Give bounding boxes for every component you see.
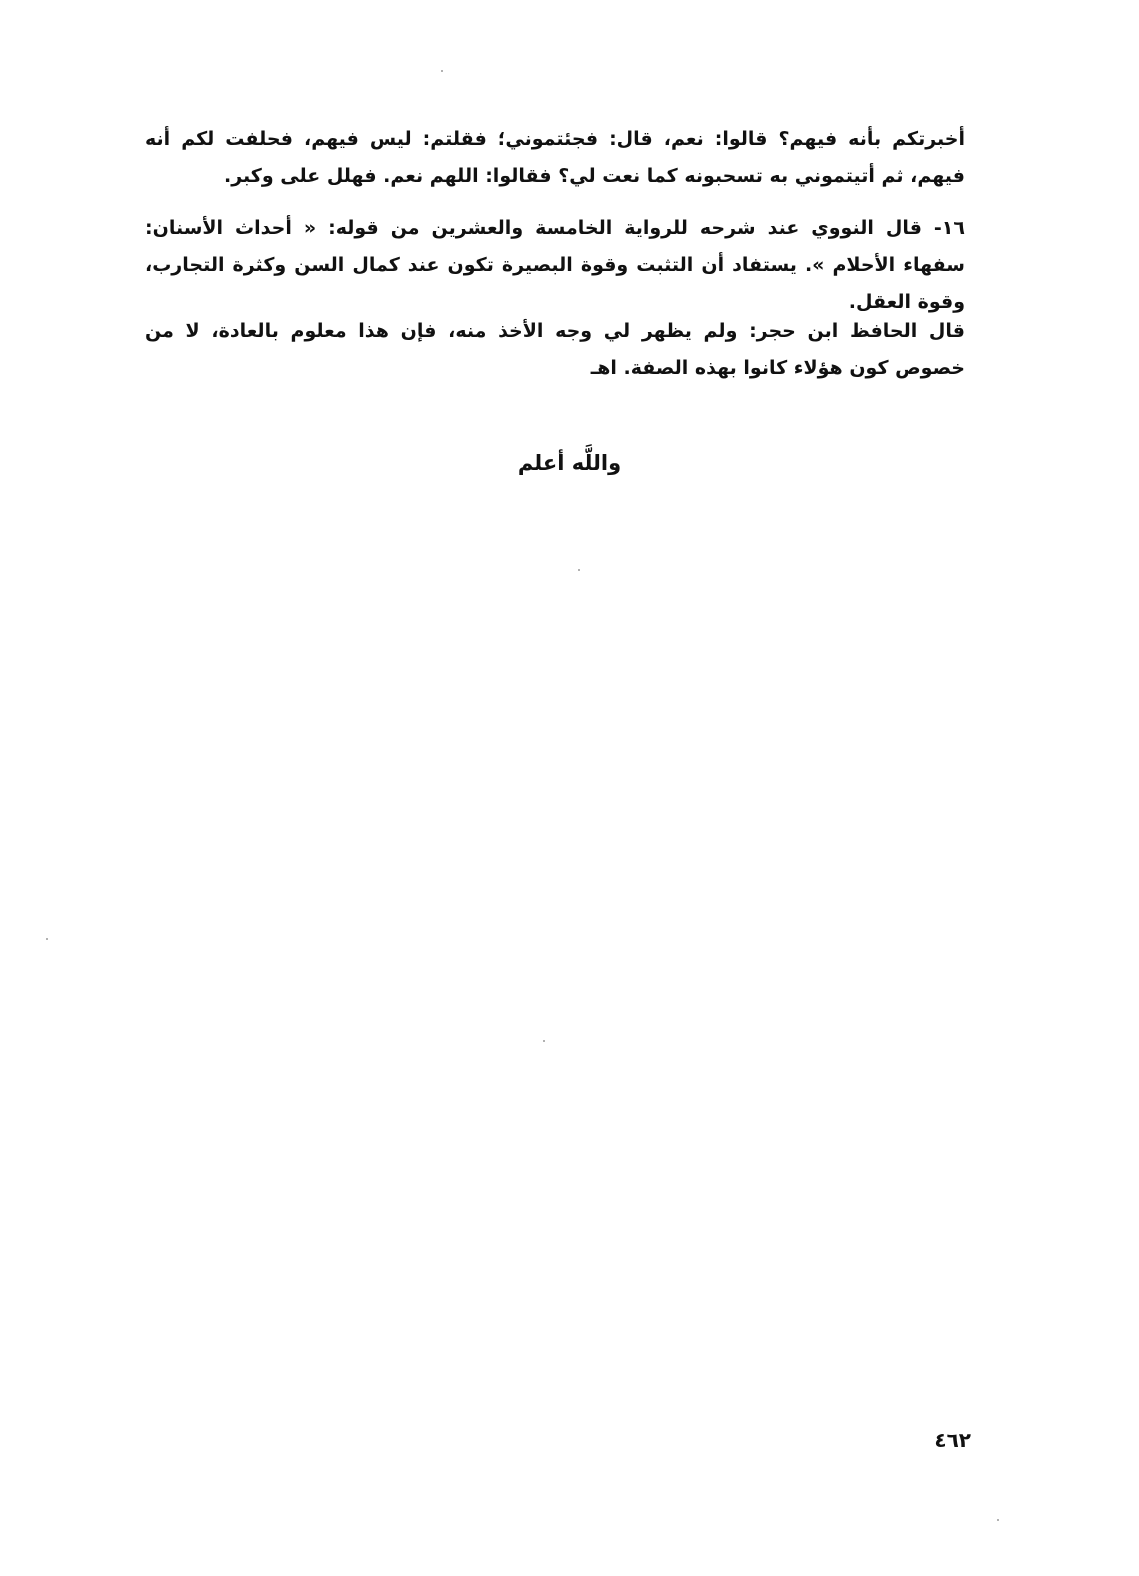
scan-speck	[997, 1519, 999, 1521]
paragraph-ibn-hajar: قال الحافظ ابن حجر: ولم يظهر لي وجه الأخذ منه، فإن هذا معلوم بالعادة، لا من خصوص كون هؤلاء كانوا بهذه الصفة. اهـ	[145, 320, 965, 379]
paragraph-note-16: ١٦- قال النووي عند شرحه للرواية الخامسة والعشرين من قوله: « أحداث الأسنان: سفهاء الأحلام ». يستفاد أن التثبت وقوة البصيرة تكون عند كمال السن وكثرة التجارب، وقوة العقل.	[145, 217, 965, 313]
scan-speck	[46, 938, 48, 940]
closing-phrase: واللَّه أعلم	[517, 451, 622, 475]
page-number: ٤٦٢	[934, 1428, 971, 1452]
scan-speck	[543, 1040, 545, 1042]
scan-speck	[441, 70, 443, 72]
scan-speck	[578, 569, 580, 571]
paragraph-continuation: أخبرتكم بأنه فيهم؟ قالوا: نعم، قال: فجئتموني؛ فقلتم: ليس فيهم، فحلفت لكم أنه فيهم، ثم أتيتموني به تسحبونه كما نعت لي؟ فقالوا: اللهم نعم. فهلل على وكبر.	[145, 128, 965, 187]
